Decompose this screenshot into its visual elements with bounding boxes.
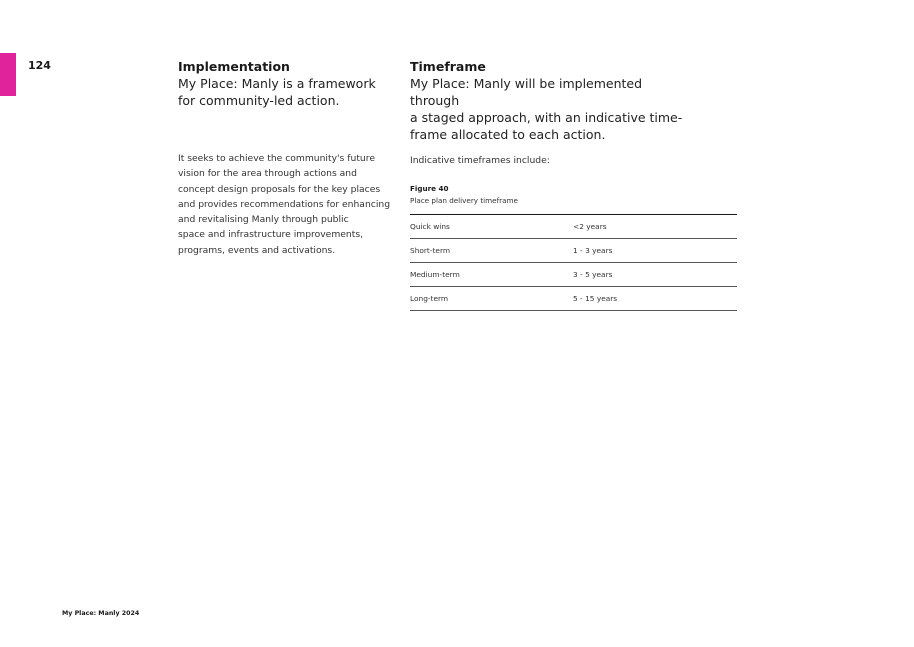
timeframe-heading: Timeframe: [410, 59, 486, 74]
implementation-heading: Implementation: [178, 59, 290, 74]
term-cell: Medium-term: [410, 270, 460, 279]
duration-cell: 3 - 5 years: [573, 270, 613, 279]
implementation-lead-line: My Place: Manly is a framework: [178, 76, 376, 91]
table-row: [410, 263, 737, 287]
table-row: [410, 239, 737, 263]
timeframe-lead-line: My Place: Manly will be implemented through: [410, 76, 643, 108]
table-row: [410, 287, 737, 311]
document-footer: My Place: Manly 2024: [62, 610, 140, 617]
implementation-lead-line: for community-led action.: [178, 93, 340, 108]
timeframe-lead: [410, 75, 690, 143]
body-line: vision for the area through actions and: [178, 168, 357, 180]
timeframe-lead-line: a staged approach, with an indicative time-: [410, 110, 683, 125]
body-line: and provides recommendations for enhancing: [178, 198, 391, 210]
implementation-lead: [178, 75, 378, 109]
timeframe-intro: Indicative timeframes include:: [410, 155, 550, 166]
body-line: space and infrastructure improvements,: [178, 229, 364, 241]
duration-cell: 1 - 3 years: [573, 246, 613, 255]
duration-cell: 5 - 15 years: [573, 294, 618, 303]
page-number: 124: [28, 59, 51, 72]
body-line: concept design proposals for the key places: [178, 183, 381, 195]
table-row: [410, 215, 737, 239]
body-line: It seeks to achieve the community's future: [178, 153, 375, 164]
timeframe-lead-line: frame allocated to each action.: [410, 127, 606, 142]
term-cell: Long-term: [410, 294, 449, 303]
figure-label: Figure 40: [410, 184, 449, 193]
body-line: and revitalising Manly through public: [178, 214, 349, 226]
duration-cell: <2 years: [573, 222, 607, 231]
body-line: programs, events and activations.: [178, 244, 336, 256]
term-cell: Quick wins: [410, 222, 450, 231]
timeframe-section: [410, 59, 740, 143]
implementation-section: [178, 59, 398, 109]
timeframe-table: [410, 214, 737, 311]
page-tab-marker: [0, 53, 16, 96]
figure-caption: Place plan delivery timeframe: [410, 196, 518, 205]
implementation-body: [178, 151, 393, 258]
term-cell: Short-term: [410, 246, 451, 255]
